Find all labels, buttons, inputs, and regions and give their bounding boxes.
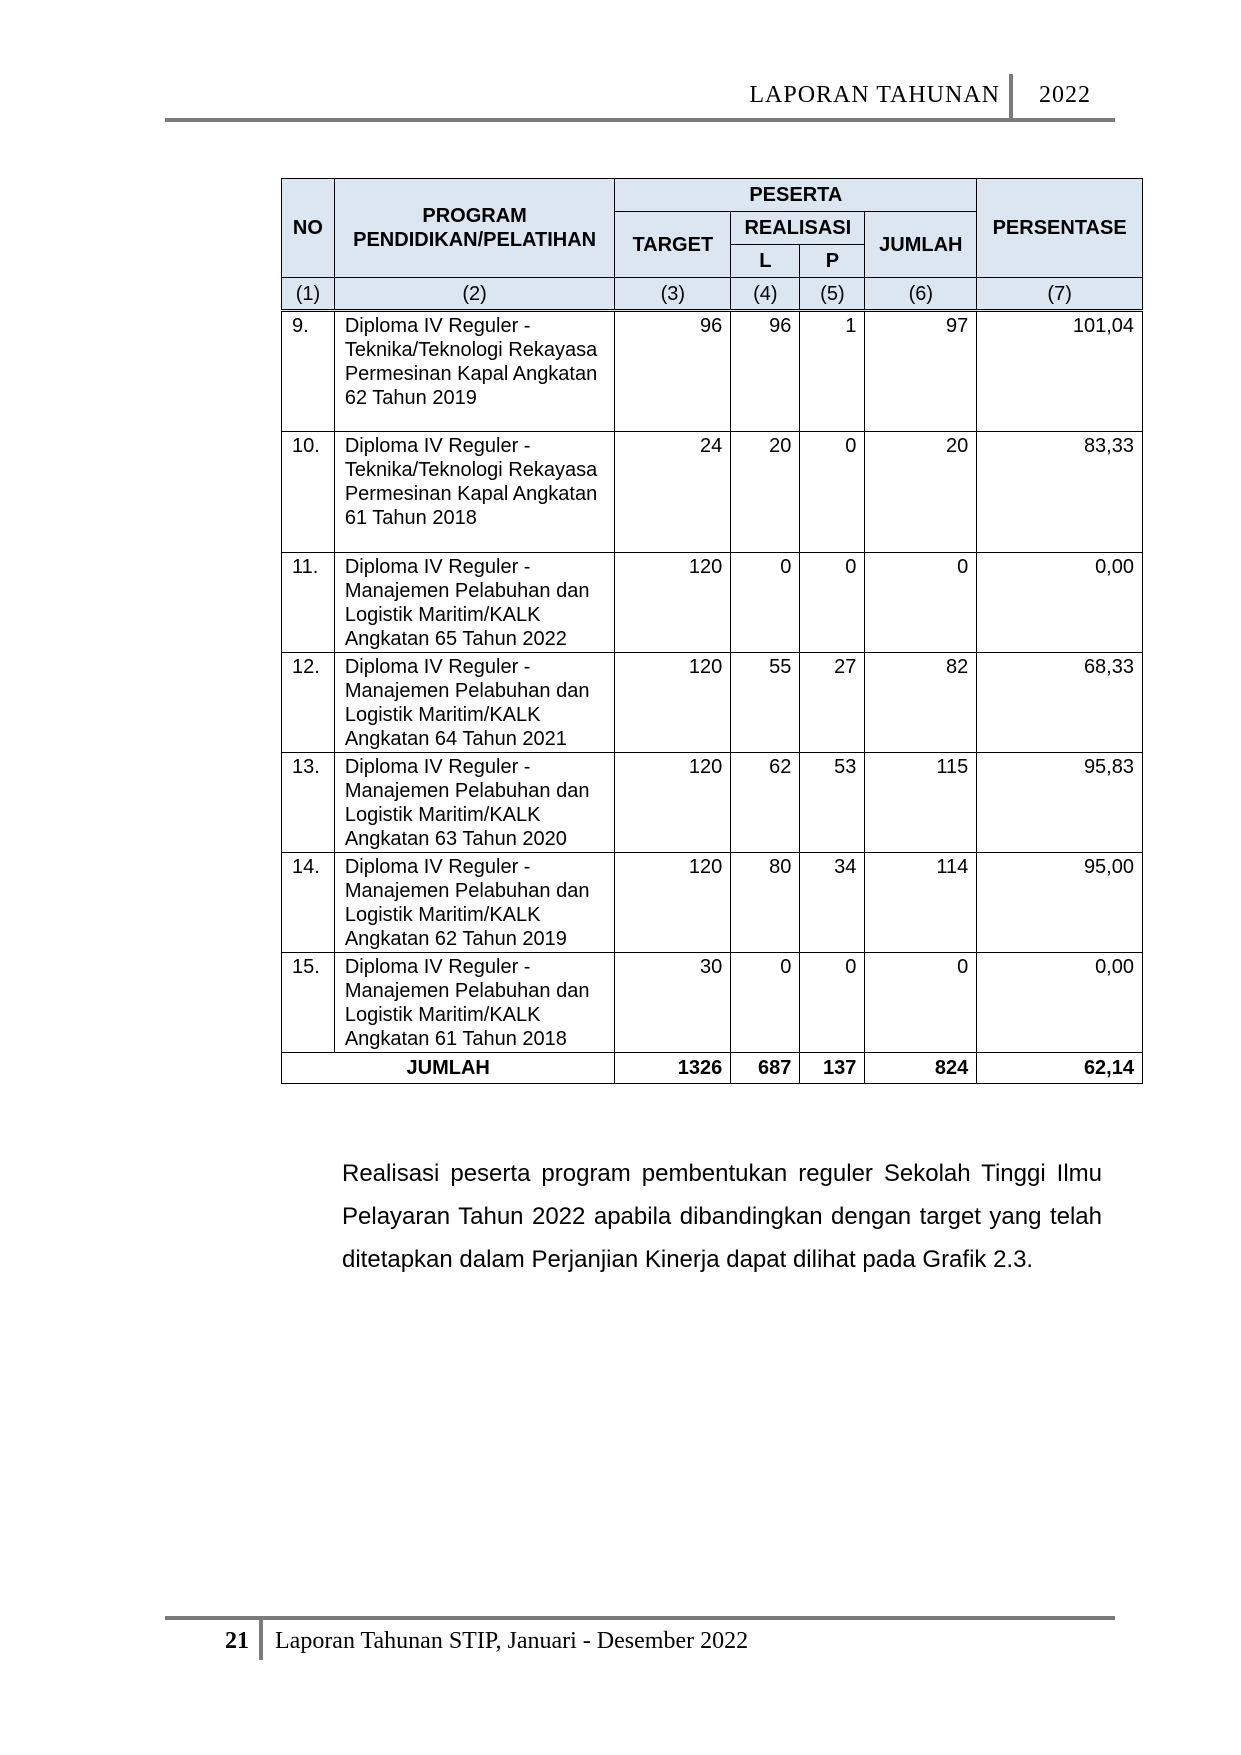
header-title: LAPORAN TAHUNAN	[749, 82, 1000, 108]
cell-p: 0	[800, 432, 865, 553]
body-paragraph: Realisasi peserta program pembentukan reguler Sekolah Tinggi Ilmu Pelayaran Tahun 2022 apabila dibandingkan dengan target yang telah ditetapkan dalam Perjanjian Kinerja dapat dilihat pada Grafik 2.3.	[342, 1160, 1102, 1273]
cell-persentase: 68,33	[977, 653, 1143, 753]
cell-no: 13.	[282, 753, 335, 853]
cell-target: 120	[615, 553, 731, 653]
cell-no: 11.	[282, 553, 335, 653]
cell-jumlah: 115	[865, 753, 977, 853]
col-number: (7)	[977, 278, 1143, 311]
col-number: (1)	[282, 278, 335, 311]
table-row	[282, 953, 1143, 1053]
header-p: P	[800, 245, 865, 278]
cell-target: 120	[615, 653, 731, 753]
cell-l: 20	[731, 432, 800, 553]
page-header	[165, 72, 1115, 122]
cell-p: 1	[800, 311, 865, 432]
header-l: L	[731, 245, 800, 278]
table-row	[282, 432, 1143, 553]
cell-no: 12.	[282, 653, 335, 753]
cell-persentase: 0,00	[977, 953, 1143, 1053]
total-persentase: 62,14	[977, 1053, 1143, 1084]
cell-p: 53	[800, 753, 865, 853]
cell-persentase: 101,04	[977, 311, 1143, 432]
cell-program: Diploma IV Reguler - Manajemen Pelabuhan dan Logistik Maritim/KALK Angkatan 64 Tahun 2021	[334, 653, 615, 753]
cell-persentase: 95,83	[977, 753, 1143, 853]
total-row	[282, 1053, 1143, 1084]
cell-target: 24	[615, 432, 731, 553]
cell-program: Diploma IV Reguler - Manajemen Pelabuhan dan Logistik Maritim/KALK Angkatan 61 Tahun 2018	[334, 953, 615, 1053]
col-number: (3)	[615, 278, 731, 311]
table-row	[282, 753, 1143, 853]
total-l: 687	[731, 1053, 800, 1084]
cell-target: 30	[615, 953, 731, 1053]
cell-no: 10.	[282, 432, 335, 553]
cell-persentase: 83,33	[977, 432, 1143, 553]
total-jumlah: 824	[865, 1053, 977, 1084]
cell-l: 80	[731, 853, 800, 953]
header-program: PROGRAM PENDIDIKAN/PELATIHAN	[334, 179, 615, 278]
cell-program: Diploma IV Reguler - Manajemen Pelabuhan dan Logistik Maritim/KALK Angkatan 62 Tahun 2019	[334, 853, 615, 953]
cell-l: 0	[731, 553, 800, 653]
header-jumlah: JUMLAH	[865, 212, 977, 278]
cell-l: 55	[731, 653, 800, 753]
cell-persentase: 95,00	[977, 853, 1143, 953]
cell-target: 96	[615, 311, 731, 432]
total-target: 1326	[615, 1053, 731, 1084]
page-number: 21	[225, 1628, 249, 1654]
cell-l: 62	[731, 753, 800, 853]
cell-l: 96	[731, 311, 800, 432]
cell-jumlah: 0	[865, 553, 977, 653]
cell-target: 120	[615, 753, 731, 853]
cell-jumlah: 114	[865, 853, 977, 953]
footer-text: Laporan Tahunan STIP, Januari - Desember 2022	[275, 1628, 749, 1654]
cell-persentase: 0,00	[977, 553, 1143, 653]
table-row	[282, 311, 1143, 432]
cell-program: Diploma IV Reguler - Manajemen Pelabuhan dan Logistik Maritim/KALK Angkatan 65 Tahun 2022	[334, 553, 615, 653]
header-realisasi: REALISASI	[731, 212, 865, 245]
page-footer	[165, 1616, 1115, 1676]
cell-no: 14.	[282, 853, 335, 953]
header-divider	[1009, 74, 1013, 118]
footer-rule	[165, 1616, 1115, 1620]
cell-jumlah: 82	[865, 653, 977, 753]
cell-program: Diploma IV Reguler - Teknika/Teknologi Rekayasa Permesinan Kapal Angkatan 62 Tahun 2019	[334, 311, 615, 432]
col-number: (4)	[731, 278, 800, 311]
header-target: TARGET	[615, 212, 731, 278]
total-label: JUMLAH	[282, 1053, 615, 1084]
cell-jumlah: 0	[865, 953, 977, 1053]
table-row	[282, 553, 1143, 653]
col-number: (2)	[334, 278, 615, 311]
header-peserta: PESERTA	[615, 179, 977, 212]
header-no: NO	[282, 179, 335, 278]
cell-no: 15.	[282, 953, 335, 1053]
cell-no: 9.	[282, 311, 335, 432]
cell-program: Diploma IV Reguler - Teknika/Teknologi Rekayasa Permesinan Kapal Angkatan 61 Tahun 2018	[334, 432, 615, 553]
footer-divider	[259, 1620, 263, 1660]
cell-p: 0	[800, 553, 865, 653]
cell-jumlah: 97	[865, 311, 977, 432]
participant-table	[281, 178, 1143, 1084]
total-p: 137	[800, 1053, 865, 1084]
col-number: (5)	[800, 278, 865, 311]
cell-jumlah: 20	[865, 432, 977, 553]
header-year: 2022	[1039, 82, 1091, 108]
cell-program: Diploma IV Reguler - Manajemen Pelabuhan dan Logistik Maritim/KALK Angkatan 63 Tahun 2020	[334, 753, 615, 853]
cell-target: 120	[615, 853, 731, 953]
cell-p: 27	[800, 653, 865, 753]
cell-p: 0	[800, 953, 865, 1053]
cell-l: 0	[731, 953, 800, 1053]
table-row	[282, 653, 1143, 753]
col-number: (6)	[865, 278, 977, 311]
header-rule	[165, 118, 1115, 122]
header-persentase: PERSENTASE	[977, 179, 1143, 278]
table-row	[282, 853, 1143, 953]
cell-p: 34	[800, 853, 865, 953]
